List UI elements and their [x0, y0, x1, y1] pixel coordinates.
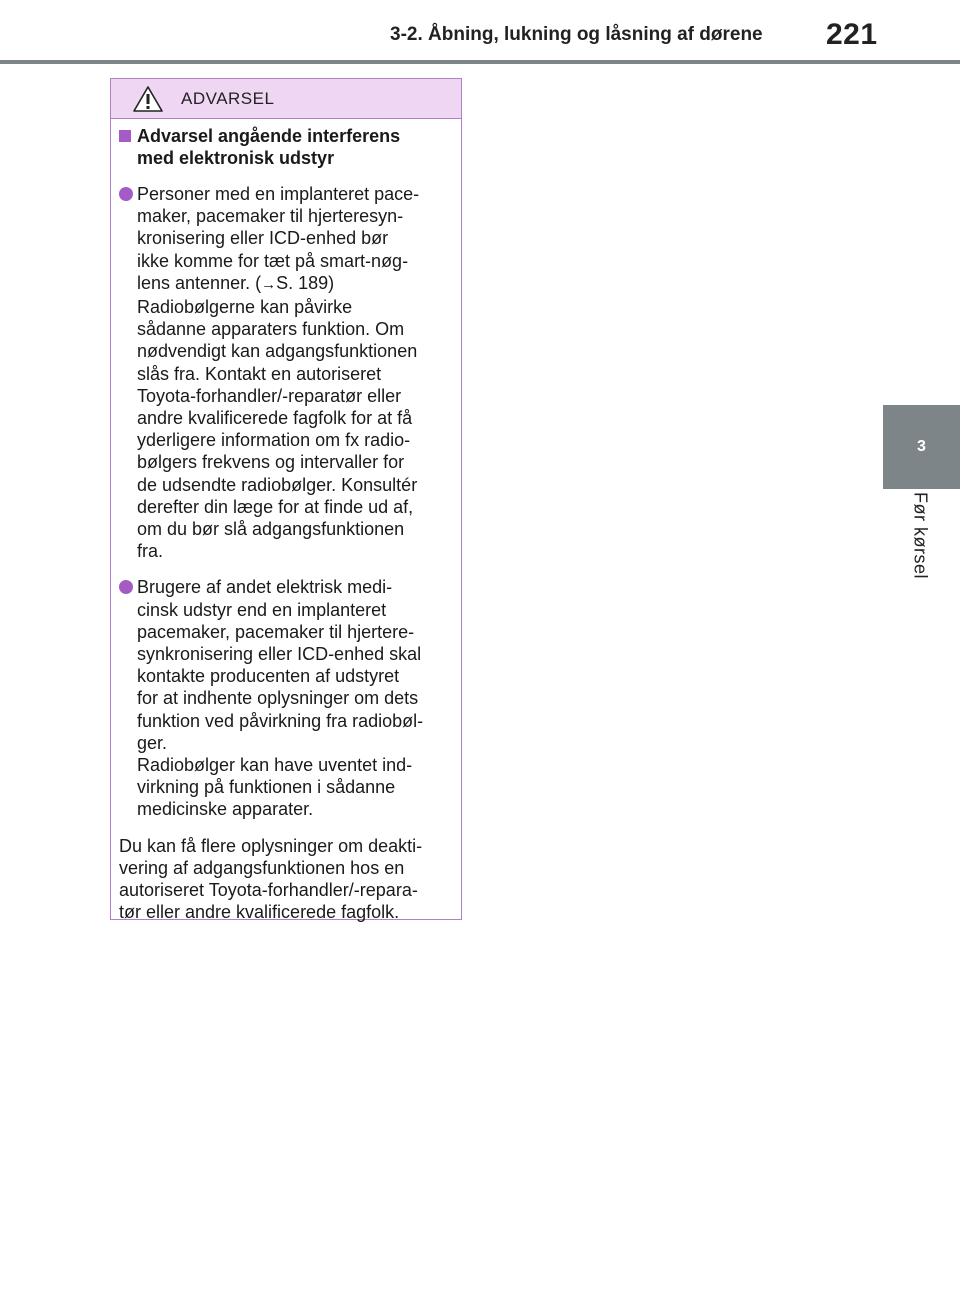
chapter-tab[interactable]	[883, 405, 960, 489]
text-line: sådanne apparaters funktion. Om	[137, 319, 405, 340]
text-line: yderligere information om fx radio-	[137, 430, 411, 451]
text-line: ger.	[137, 732, 168, 753]
warning-label: ADVARSEL	[181, 88, 275, 108]
chapter-title	[908, 492, 932, 612]
text-line: Toyota-forhandler/-reparatør eller	[137, 385, 402, 406]
text-line: Personer med en implanteret pace-	[137, 184, 420, 204]
warning-heading-line: Advarsel angående interferens	[137, 126, 401, 146]
text-line: nødvendigt kan adgangsfunktionen	[137, 341, 418, 362]
warning-note	[119, 835, 449, 924]
section-title: 3-2. Åbning, lukning og låsning af dørene	[390, 24, 763, 45]
warning-item-medical-equipment	[119, 576, 449, 820]
text-line: synkronisering eller ICD-enhed skal	[137, 644, 422, 665]
item-paragraph	[137, 183, 419, 296]
item-paragraph	[137, 296, 419, 562]
text-line: kontakte producenten af udstyret	[137, 666, 400, 687]
text-line: om du bør slå adgangsfunktionen	[137, 519, 405, 540]
text-line: kronisering eller ICD-enhed bør	[137, 228, 389, 249]
text-line: cinsk udstyr end en implanteret	[137, 599, 387, 620]
warning-triangle-icon	[133, 86, 163, 112]
text-line: de udsendte radiobølger. Konsultér	[137, 474, 418, 495]
text-line: ikke komme for tæt på smart-nøg-	[137, 250, 409, 271]
page-number: 221	[826, 18, 878, 51]
page-reference-link[interactable]: S. 189)	[276, 272, 335, 293]
circle-bullet-icon	[119, 187, 133, 201]
text-line: medicinske apparater.	[137, 799, 314, 820]
warning-heading	[119, 125, 449, 169]
warning-item-pacemaker	[119, 183, 449, 562]
text-line: autoriseret Toyota-forhandler/-repara-	[119, 880, 418, 901]
text-line: slås fra. Kontakt en autoriseret	[137, 363, 382, 384]
warning-box	[110, 78, 462, 923]
text-line: derefter din læge for at finde ud af,	[137, 496, 414, 517]
item-paragraph	[137, 576, 423, 754]
square-bullet-icon	[119, 130, 131, 142]
text-line: Radiobølgerne kan påvirke	[137, 297, 353, 318]
text-line: bølgers frekvens og intervaller for	[137, 452, 405, 473]
warning-heading-line: med elektronisk udstyr	[137, 148, 335, 168]
text-line: for at indhente oplysninger om dets	[137, 688, 419, 709]
text-line: lens antenner. (	[137, 272, 262, 293]
warning-header	[111, 79, 461, 119]
text-line: tør eller andre kvalificerede fagfolk.	[119, 902, 400, 923]
item-paragraph	[137, 754, 423, 821]
text-line: andre kvalificerede fagfolk for at få	[137, 408, 413, 429]
arrow-right-icon: →	[261, 275, 277, 293]
text-line: fra.	[137, 541, 164, 562]
text-line: Du kan få flere oplysninger om deakti-	[119, 835, 423, 856]
text-line: Brugere af andet elektrisk medi-	[137, 577, 393, 598]
text-line: maker, pacemaker til hjerteresyn-	[137, 206, 404, 227]
text-line: Radiobølger kan have uventet ind-	[137, 755, 413, 776]
text-line: vering af adgangsfunktionen hos en	[119, 857, 405, 878]
circle-bullet-icon	[119, 580, 133, 594]
chapter-title-text: Før kørsel	[910, 492, 931, 579]
text-line: funktion ved påvirkning fra radiobøl-	[137, 710, 424, 731]
text-line: virkning på funktionen i sådanne	[137, 777, 396, 798]
text-line: pacemaker, pacemaker til hjertere-	[137, 621, 415, 642]
chapter-number: 3	[917, 438, 926, 455]
header-rule	[0, 60, 960, 64]
warning-body	[111, 119, 461, 924]
